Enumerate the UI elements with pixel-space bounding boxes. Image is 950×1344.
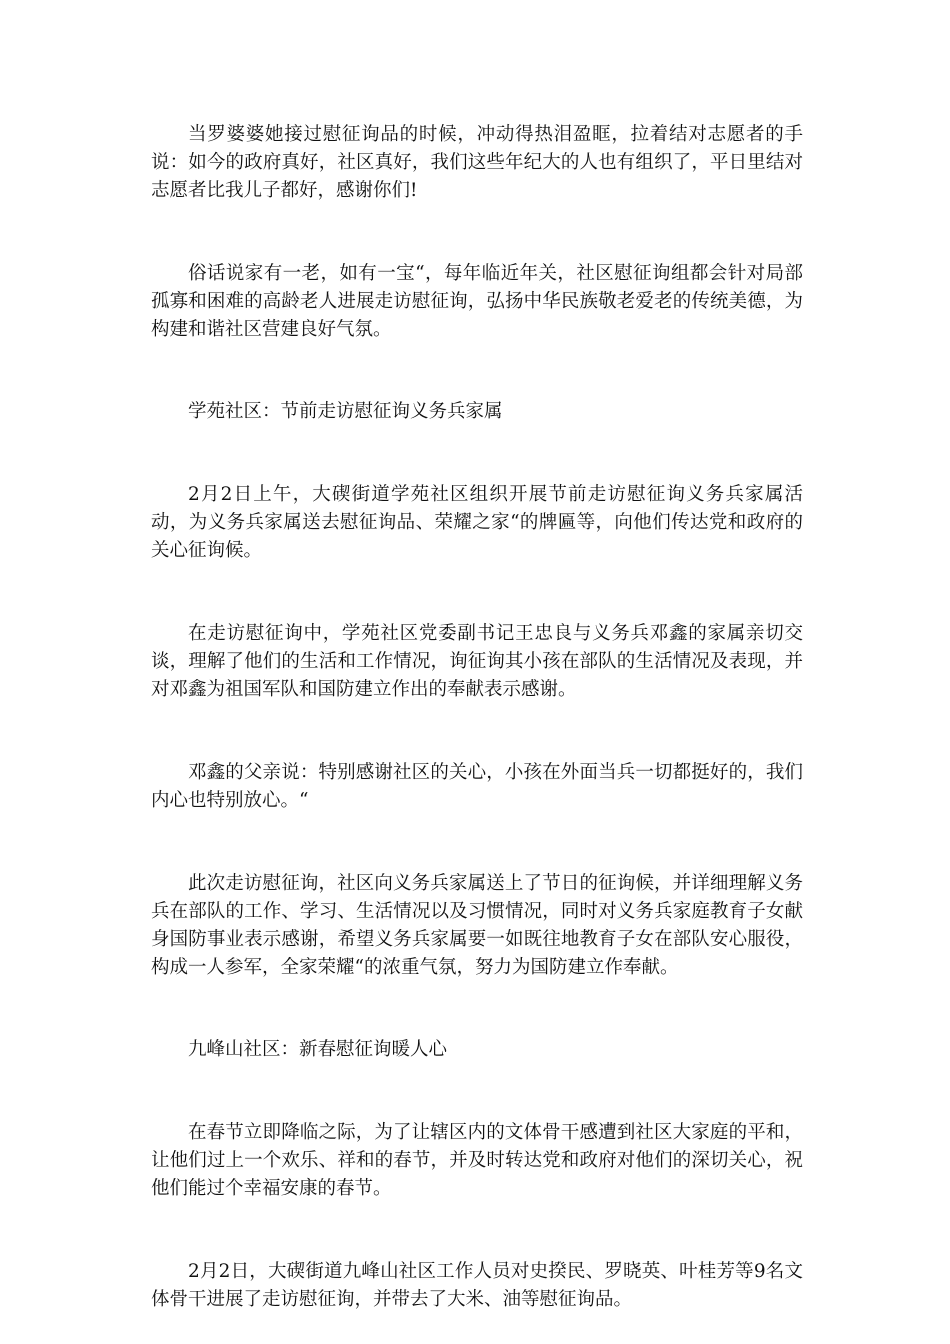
paragraph-3: 2月2日上午，大碶街道学苑社区组织开展节前走访慰征询义务兵家属活动，为义务兵家属送去慰征询品、荣耀之家“的牌匾等，向他们传达党和政府的关心征询候。 xyxy=(151,484,803,561)
paragraph-8: 2月2日，大碶街道九峰山社区工作人员对史揆民、罗晓英、叶桂芳等9名文体骨干进展了走访慰征询，并带去了大米、油等慰征询品。 xyxy=(151,1261,803,1310)
document-body xyxy=(151,121,803,1314)
paragraph-1: 当罗婆婆她接过慰征询品的时候，冲动得热泪盈眶，拉着结对志愿者的手说：如今的政府真好，社区真好，我们这些年纪大的人也有组织了，平日里结对志愿者比我儿子都好，感谢你们! xyxy=(151,124,803,201)
paragraph-7: 在春节立即降临之际，为了让辖区内的文体骨干感遭到社区大家庭的平和，让他们过上一个欢乐、祥和的春节，并及时转达党和政府对他们的深切关心，祝他们能过个幸福安康的春节。 xyxy=(151,1122,803,1199)
paragraph-6: 此次走访慰征询，社区向义务兵家属送上了节日的征询候，并详细理解义务兵在部队的工作、学习、生活情况以及习惯情况，同时对义务兵家庭教育子女献身国防事业表示感谢，希望义务兵家属要一如既往地教育子女在部队安心服役，构成一人参军，全家荣耀“的浓重气氛，努力为国防建立作奉献。 xyxy=(151,873,803,978)
paragraph-4: 在走访慰征询中，学苑社区党委副书记王忠良与义务兵邓鑫的家属亲切交谈，理解了他们的生活和工作情况，询征询其小孩在部队的生活情况及表现，并对邓鑫为祖国军队和国防建立作出的奉献表示感谢。 xyxy=(151,623,803,700)
paragraph-2: 俗话说家有一老，如有一宝“，每年临近年关，社区慰征询组都会针对局部孤寡和困难的高龄老人进展走访慰征询，弘扬中华民族敬老爱老的传统美德，为构建和谐社区营建良好气氛。 xyxy=(151,263,803,340)
section-heading-xueyuan: 学苑社区：节前走访慰征询义务兵家属 xyxy=(188,401,503,422)
paragraph-5: 邓鑫的父亲说：特别感谢社区的关心，小孩在外面当兵一切都挺好的，我们内心也特别放心。“ xyxy=(151,762,803,811)
section-heading-jiufengshan: 九峰山社区：新春慰征询暖人心 xyxy=(188,1039,448,1060)
